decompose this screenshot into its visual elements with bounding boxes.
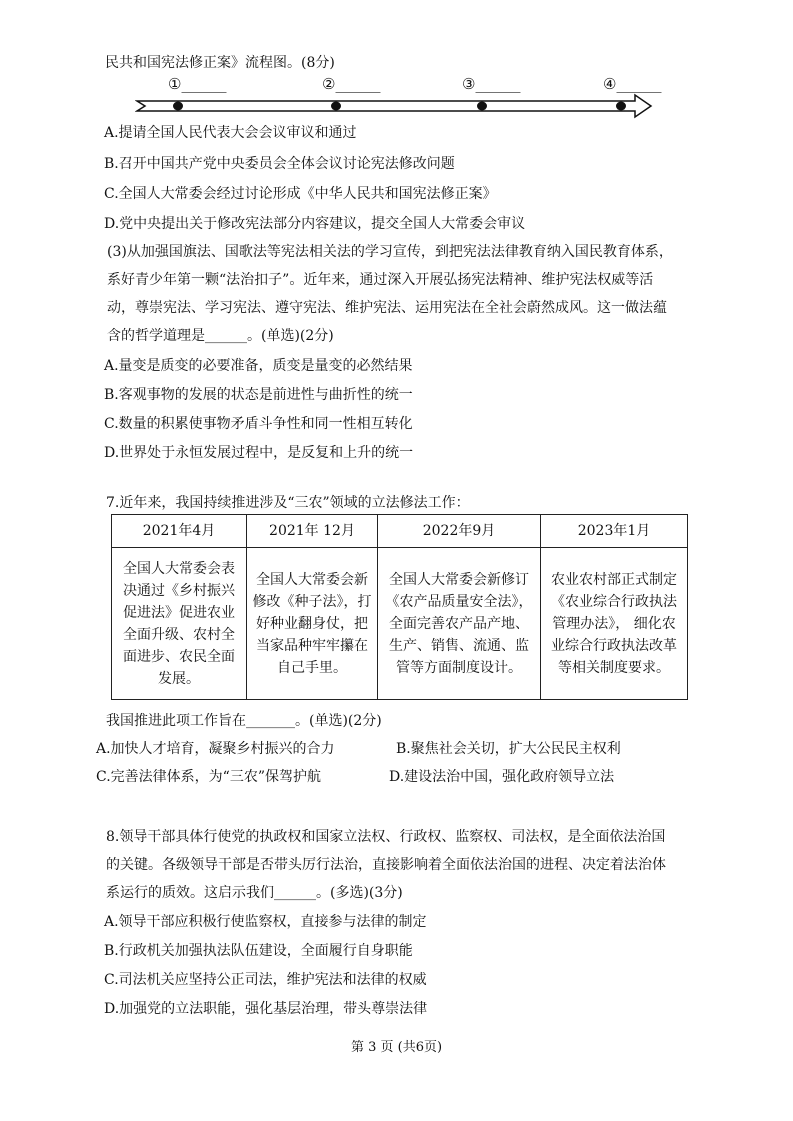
q8-option-d: D.加强党的立法职能，强化基层治理，带头尊崇法律 — [104, 1001, 428, 1017]
q6-sub3-line-3: 动，尊崇宪法、学习宪法、遵守宪法、维护宪法、运用宪法在全社会蔚然成风。这一做法蕴 — [107, 300, 667, 316]
flow-label-3: ③______ — [462, 75, 521, 93]
q6-option-a: A.提请全国人民代表大会会议审议和通过 — [104, 125, 357, 141]
q6-sub3-option-d: D.世界处于永恒发展过程中，是反复和上升的统一 — [104, 445, 414, 461]
cell-line: 农业农村部正式制定 — [551, 571, 677, 588]
cell-line: 管理办法》， 细化农 — [552, 615, 676, 632]
table-header: 2022年9月 — [378, 515, 541, 548]
table-row — [112, 548, 688, 700]
q6-option-d: D.党中央提出关于修改宪法部分内容建议，提交全国人大常委会审议 — [104, 216, 526, 232]
q6-sub3-line-4: 含的哲学道理是______。(单选)(2分) — [107, 328, 334, 344]
flow-node-3 — [477, 102, 487, 111]
q7-title: 7.近年来，我国持续推进涉及“三农”领域的立法修法工作： — [106, 495, 470, 511]
cell-line: 发展。 — [158, 670, 200, 687]
legislation-table — [111, 514, 688, 700]
q8-option-c: C.司法机关应坚持公正司法，维护宪法和法律的权威 — [104, 972, 427, 988]
q7-option-b: B.聚焦社会关切，扩大公民民主权利 — [396, 741, 621, 757]
table-header: 2021年4月 — [112, 515, 247, 548]
q8-option-b: B.行政机关加强执法队伍建设，全面履行自身职能 — [104, 943, 413, 959]
q6-option-c: C.全国人大常委会经过讨论形成《中华人民共和国宪法修正案》 — [104, 186, 497, 202]
q7-option-d: D.建设法治中国，强化政府领导立法 — [389, 769, 615, 785]
q8-option-a: A.领导干部应积极行使监察权，直接参与法律的制定 — [104, 914, 427, 930]
q8-line-3: 系运行的质效。这启示我们______。(多选)(3分) — [106, 885, 403, 901]
q6-sub3-option-b: B.客观事物的发展的状态是前进性与曲折性的统一 — [104, 387, 413, 403]
cell-line: 《农产品质量安全法》， — [385, 593, 533, 610]
q6-sub3-option-a: A.量变是质变的必要准备，质变是量变的必然结果 — [104, 358, 413, 374]
q6-sub3-line-2: 系好青少年第一颗“法治扣子”。近年来，通过深入开展弘扬宪法精神、维护宪法权威等活 — [107, 272, 654, 288]
flow-node-4 — [616, 102, 626, 111]
q7-option-a: A.加快人才培育，凝聚乡村振兴的合力 — [96, 741, 335, 757]
cell-line: 自己手里。 — [277, 659, 347, 676]
cell-line: 业综合行政执法改革 — [551, 637, 677, 654]
table-header: 2021年 12月 — [247, 515, 378, 548]
q7-question: 我国推进此项工作旨在_______。(单选)(2分) — [106, 713, 382, 729]
cell-line: 当家品种牢牢攥在 — [256, 637, 368, 654]
cell-line: 全面升级、农村全 — [123, 626, 235, 643]
q6-option-b: B.召开中国共产党中央委员会全体会议讨论宪法修改问题 — [104, 156, 455, 172]
table-cell — [247, 548, 378, 700]
table-header: 2023年1月 — [541, 515, 688, 548]
q6-sub3-option-c: C.数量的积累使事物矛盾斗争性和同一性相互转化 — [104, 416, 413, 432]
cell-line: 促进法》促进农业 — [123, 604, 235, 621]
flow-label-1: ①______ — [168, 75, 227, 93]
cell-line: 全面完善农产品产地、 — [389, 615, 529, 632]
q7-option-c: C.完善法律体系，为“三农”保驾护航 — [96, 769, 321, 785]
q8-line-1: 8.领导干部具体行使党的执政权和国家立法权、行政权、监察权、司法权，是全面依法治国 — [106, 829, 666, 845]
cell-line: 全国人大常委会新 — [256, 571, 368, 588]
cell-line: 全国人大常委会新修订 — [389, 571, 529, 588]
cell-line: 生产、销售、流通、监 — [389, 637, 529, 654]
q6-intro: 民共和国宪法修正案》流程图。(8分) — [105, 55, 335, 71]
cell-line: 全国人大常委会表 — [123, 560, 235, 577]
table-header-row — [112, 515, 688, 548]
page-number: 第 3 页 (共6页) — [350, 1040, 443, 1055]
cell-line: 决通过《乡村振兴 — [123, 582, 235, 599]
flow-node-2 — [331, 102, 341, 111]
flow-node-1 — [173, 102, 183, 111]
cell-line: 修改《种子法》，打 — [252, 593, 372, 610]
flow-label-4: ④______ — [603, 75, 662, 93]
flow-label-2: ②______ — [322, 75, 381, 93]
flow-arrow — [135, 93, 655, 119]
table-cell — [541, 548, 688, 700]
q8-line-2: 的关键。各级领导干部是否带头厉行法治，直接影响着全面依法治国的进程、决定着法治体 — [106, 857, 666, 873]
cell-line: 好种业翻身仗，把 — [256, 615, 368, 632]
table-cell — [112, 548, 247, 700]
cell-line: 管等方面制度设计。 — [396, 659, 522, 676]
cell-line: 面进步、农民全面 — [123, 648, 235, 665]
table-cell — [378, 548, 541, 700]
q6-sub3-line-1: (3)从加强国旗法、国歌法等宪法相关法的学习宣传，到把宪法法律教育纳入国民教育体系， — [107, 244, 673, 260]
cell-line: 《农业综合行政执法 — [551, 593, 677, 610]
cell-line: 等相关制度要求。 — [558, 659, 670, 676]
